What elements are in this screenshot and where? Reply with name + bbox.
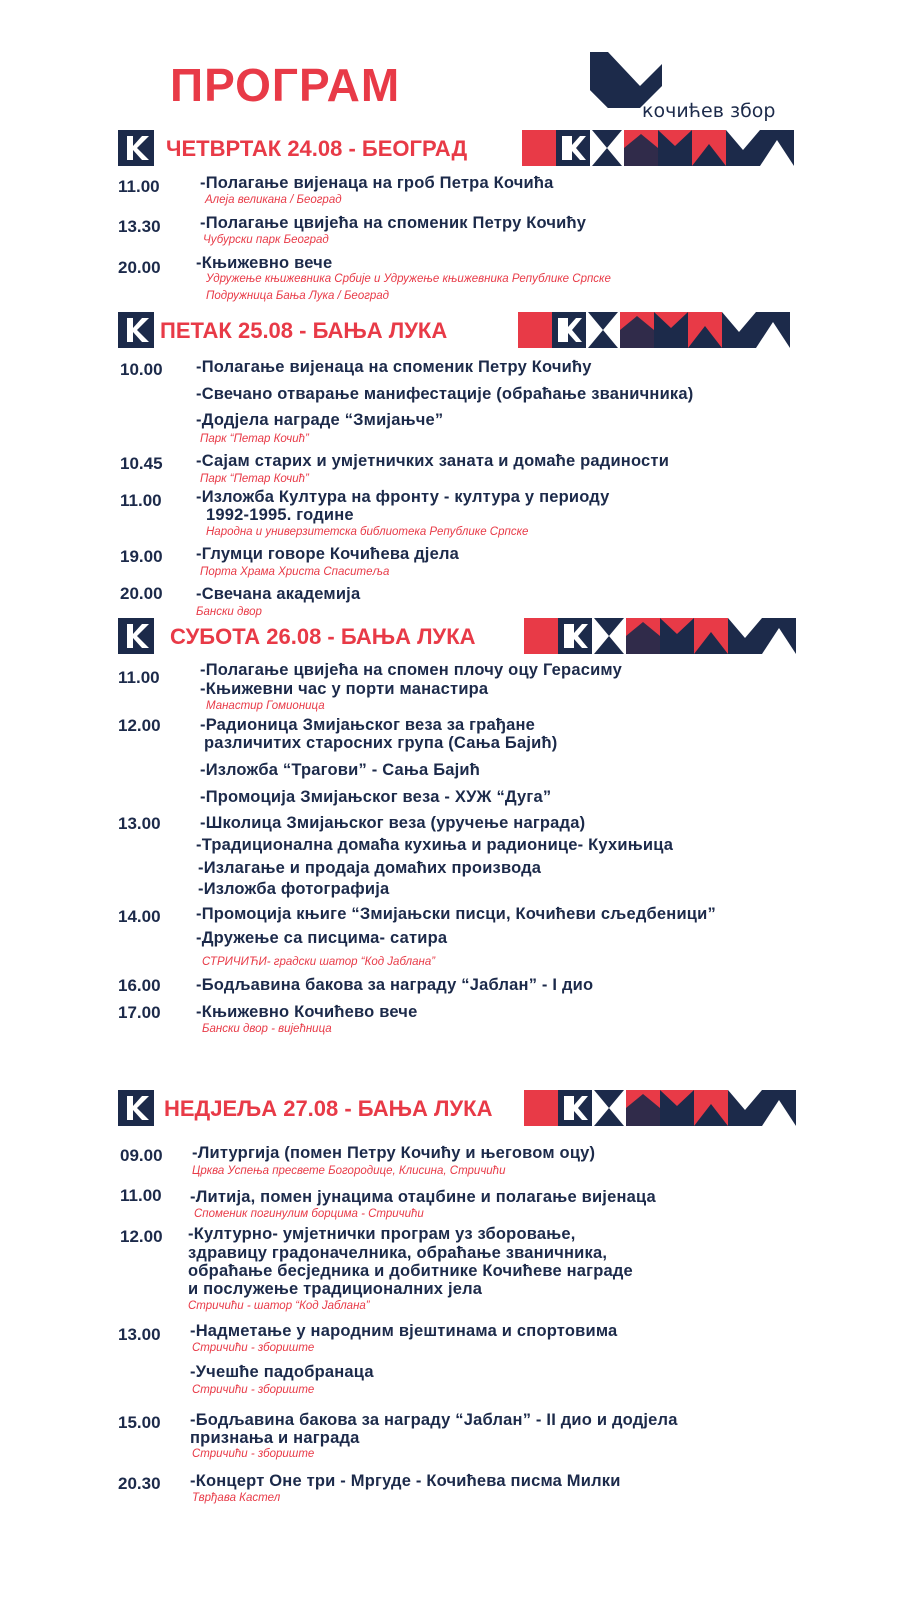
event-text: -Додјела награде “Змијањче” [196,411,444,429]
day-title: ЧЕТВРТАК 24.08 - БЕОГРАД [166,136,468,161]
event-text: -Изложба “Трагови” - Сања Бајић [200,761,481,779]
event-location: Стричићи - збориште [192,1384,315,1396]
event-location: Порта Храма Христа Спаситеља [200,566,390,578]
event-time: 10.45 [120,454,163,473]
event-text: -Сајам старих и умјетничких заната и домаће радиности [196,452,670,470]
event-text: -Свечано отварање манифестације (обраћање званичника) [196,385,694,403]
event-text: -Надметање у народним вјештинама и спортовима [190,1322,618,1340]
event-text: -Радионица Змијањског веза за грађане [200,716,536,734]
event-time: 17.00 [118,1003,161,1022]
day-header-sunday [118,1090,818,1126]
event-time: 11.00 [118,668,160,687]
event-location: Бански двор - вијећница [202,1023,332,1035]
event-text: -Традиционална домаћа кухиња и радионице- Кухињица [196,836,674,854]
event-text: -Литија, помен јунацима отаџбине и полагање вијенаца [190,1188,656,1206]
event-time: 09.00 [120,1146,163,1165]
day-title: ПЕТАК 25.08 - БАЊА ЛУКА [160,318,448,343]
day-title: СУБОТА 26.08 - БАЊА ЛУКА [170,624,476,649]
event-location: СТРИЧИЋИ- градски шатор “Код Јаблана” [202,956,436,968]
event-time: 15.00 [118,1413,161,1432]
event-text: -Културно- умјетнички програм уз зборовање, [188,1225,576,1243]
event-text: -Бодљавина бакова за награду “Јаблан” - I дио [196,976,594,994]
event-location: Споменик погинулим борцима - Стричићи [194,1208,424,1220]
event-text: -Полагање вијенаца на споменик Петру Кочићу [196,358,592,376]
k-logo-icon [118,1090,154,1126]
page-title: ПРОГРАМ [170,59,401,111]
event-time: 13.00 [118,814,161,833]
ornament-band-icon [524,1090,796,1126]
event-time: 20.00 [120,584,163,603]
ornament-band-icon [518,312,790,348]
event-time: 11.00 [120,491,162,510]
event-text: -Глумци говоре Кочићева дјела [196,545,460,563]
event-text: -Учешће падобранаца [190,1363,374,1381]
event-location: Парк “Петар Кочић” [200,433,309,445]
event-location: Парк “Петар Кочић” [200,473,309,485]
event-text: -Књижевни час у порти манастира [200,680,489,698]
event-time: 12.00 [120,1227,163,1246]
event-location: Стричићи - збориште [192,1448,315,1460]
event-location: Народна и универзитетска библиотека Републике Српске [206,526,529,538]
event-text: -Свечана академија [196,585,361,603]
event-time: 19.00 [120,547,163,566]
event-location: Бански двор [196,606,262,618]
event-text: -Промоција Змијањског веза - ХУЖ “Дуга” [200,788,552,806]
event-text: -Излагање и продаја домаћих производа [198,859,542,877]
event-text: -Литургија (помен Петру Кочићу и његовом оцу) [192,1144,596,1162]
event-time: 12.00 [118,716,161,735]
event-time: 13.30 [118,217,161,236]
event-time: 10.00 [120,360,163,379]
event-text: -Књижевно вече [196,254,333,272]
event-text: обраћање бесједника и добитнике Кочићеве награде [188,1262,633,1280]
event-location: Удружење књижевника Србије и Удружење књижевника Републике Српске [206,273,611,285]
event-time: 14.00 [118,907,161,926]
event-text: -Дружење са писцима- сатира [196,929,448,947]
k-logo-icon [118,130,154,166]
event-text: 1992-1995. године [206,506,354,524]
event-location: Црква Успења пресвете Богородице, Клисина, Стричићи [192,1165,506,1177]
event-location: Манастир Гомионица [206,700,325,712]
event-text: признања и награда [190,1429,360,1447]
event-text: -Концерт Оне три - Мргуде - Кочићева писма Милки [190,1472,621,1490]
event-location: Стричићи - збориште [192,1342,315,1354]
event-text: -Бодљавина бакова за награду “Јаблан” - II дио и додјела [190,1411,678,1429]
event-text: и послужење традиционалних јела [188,1280,483,1298]
event-location: Алеја великана / Београд [205,194,342,206]
event-text: -Промоција књиге “Змијањски писци, Кочићеви сљедбеници” [196,905,716,923]
day-header-saturday [118,618,818,654]
event-text: -Изложба Култура на фронту - култура у периоду [196,488,610,506]
event-text: -Полагање цвијећа на споменик Петру Кочићу [200,214,587,232]
event-location: Стричићи - шатор “Код Јаблана” [188,1300,370,1312]
day-header-friday [118,312,818,348]
event-text: -Полагање цвијећа на спомен плочу оцу Герасиму [200,661,622,679]
day-title: НЕДЈЕЉА 27.08 - БАЊА ЛУКА [164,1096,493,1121]
event-text: -Школица Змијањског веза (уручење награда) [200,814,586,832]
event-time: 11.00 [118,177,160,196]
event-text: здравицу градоначелника, обраћање званичника, [188,1244,608,1262]
k-logo-icon [118,618,154,654]
logo-text: кочићев збор [642,100,776,122]
event-text: -Изложба фотографија [198,880,390,898]
k-logo-icon [118,312,154,348]
event-time: 13.00 [118,1325,161,1344]
ornament-band-icon [524,618,796,654]
event-time: 11.00 [120,1186,162,1205]
event-text: -Књижевно Кочићево вече [196,1003,418,1021]
event-time: 16.00 [118,976,161,995]
day-header-thursday [118,130,818,166]
event-time: 20.00 [118,258,161,277]
ornament-band-icon [522,130,794,166]
event-location: Тврђава Кастел [192,1492,281,1504]
event-location: Подружница Бања Лука / Београд [206,290,390,302]
event-location: Чубурски парк Београд [203,234,329,246]
event-text: различитих старосних група (Сања Бајић) [204,734,558,752]
event-time: 20.30 [118,1474,161,1493]
event-text: -Полагање вијенаца на гроб Петра Кочића [200,174,554,192]
